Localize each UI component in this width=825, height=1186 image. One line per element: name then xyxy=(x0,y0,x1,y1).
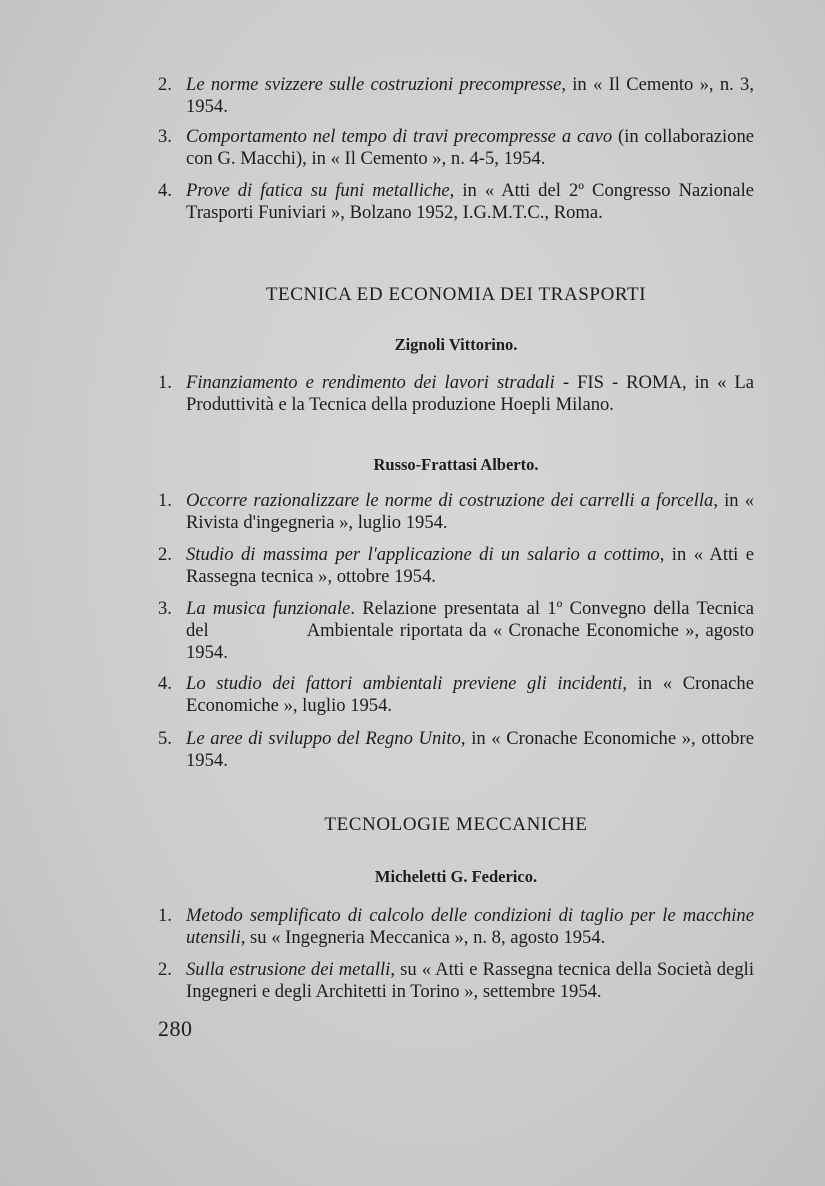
item-text xyxy=(186,180,754,224)
list-item xyxy=(158,905,754,949)
list-item xyxy=(158,598,754,664)
item-title: Le norme svizzere sulle costruzioni precompresse xyxy=(186,74,562,95)
item-text xyxy=(186,728,754,772)
item-number: 3. xyxy=(158,126,172,147)
item-text xyxy=(186,490,754,534)
item-text xyxy=(186,126,754,170)
item-number: 2. xyxy=(158,74,172,95)
item-number: 1. xyxy=(158,490,172,511)
item-text xyxy=(186,598,754,664)
item-details: , in « Atti e Rassegna tecnica », ottobre 1954. xyxy=(186,544,754,587)
item-title: Comportamento nel tempo di travi precompresse a cavo xyxy=(186,126,613,147)
item-number: 4. xyxy=(158,180,172,201)
item-details: . Relazione presentata al 1º Convegno della Tecnica del xyxy=(186,598,754,641)
item-number: 4. xyxy=(158,673,172,694)
item-number: 1. xyxy=(158,905,172,926)
item-details: , su « Atti e Rassegna tecnica della Società degli Ingegneri e degli Architetti in Torino », settembre 1954. xyxy=(186,959,754,1002)
list-item xyxy=(158,544,754,588)
item-title: Prove di fatica su funi metalliche xyxy=(186,180,450,201)
item-title: Studio di massima per l'applicazione di un salario a cottimo xyxy=(186,544,660,565)
author-name: Russo-Frattasi Alberto. xyxy=(373,455,539,474)
item-details: , in « Il Cemento », n. 3, 1954. xyxy=(186,74,754,117)
item-text xyxy=(186,673,754,717)
list-item xyxy=(158,180,754,224)
list-item xyxy=(158,74,754,118)
section-heading: TECNICA ED ECONOMIA DEI TRASPORTI xyxy=(265,284,647,305)
item-details: - FIS - ROMA, in « La Produttività e la Tecnica della produzione Hoepli Milano. xyxy=(186,372,754,415)
page-number: 280 xyxy=(158,1016,193,1041)
item-text xyxy=(186,74,754,118)
list-item xyxy=(158,490,754,534)
author-name: Micheletti G. Federico. xyxy=(374,867,538,886)
item-details: (in collaborazione con G. Macchi), in « Il Cemento », n. 4-5, 1954. xyxy=(186,126,754,169)
item-title: Occorre razionalizzare le norme di costruzione dei carrelli a forcella xyxy=(186,490,714,511)
item-title: Lo studio dei fattori ambientali previene gli incidenti xyxy=(186,673,623,694)
list-item xyxy=(158,372,754,416)
section-heading: TECNOLOGIE MECCANICHE xyxy=(324,814,588,835)
item-text xyxy=(186,372,754,416)
item-text xyxy=(186,544,754,588)
list-item xyxy=(158,728,754,772)
item-details: , in « Cronache Economiche », ottobre 1954. xyxy=(186,728,754,771)
item-details: , in « Cronache Economiche », luglio 1954. xyxy=(186,673,754,716)
item-details: , in « Atti del 2º Congresso Nazionale Trasporti Funiviari », Bolzano 1952, I.G.M.T.C., Roma. xyxy=(186,180,754,223)
item-details-continued: Ambientale riportata da « Cronache Economiche », agosto 1954. xyxy=(186,620,754,663)
item-title: Sulla estrusione dei metalli xyxy=(186,959,391,980)
item-text xyxy=(186,905,754,949)
item-number: 5. xyxy=(158,728,172,749)
item-title: La musica funzionale xyxy=(186,598,351,619)
item-details: , in « Rivista d'ingegneria », luglio 1954. xyxy=(186,490,754,533)
list-item xyxy=(158,959,754,1003)
item-number: 1. xyxy=(158,372,172,393)
item-details: , su « Ingegneria Meccanica », n. 8, agosto 1954. xyxy=(240,927,606,948)
item-number: 2. xyxy=(158,544,172,565)
author-name: Zignoli Vittorino. xyxy=(394,335,518,354)
item-text xyxy=(186,959,754,1003)
item-title: Metodo semplificato di calcolo delle condizioni di taglio per le macchine utensili xyxy=(186,905,754,948)
item-title: Finanziamento e rendimento dei lavori stradali xyxy=(186,372,555,393)
item-number: 3. xyxy=(158,598,172,619)
item-title: Le aree di sviluppo del Regno Unito xyxy=(186,728,461,749)
list-item xyxy=(158,673,754,717)
item-number: 2. xyxy=(158,959,172,980)
list-item xyxy=(158,126,754,170)
